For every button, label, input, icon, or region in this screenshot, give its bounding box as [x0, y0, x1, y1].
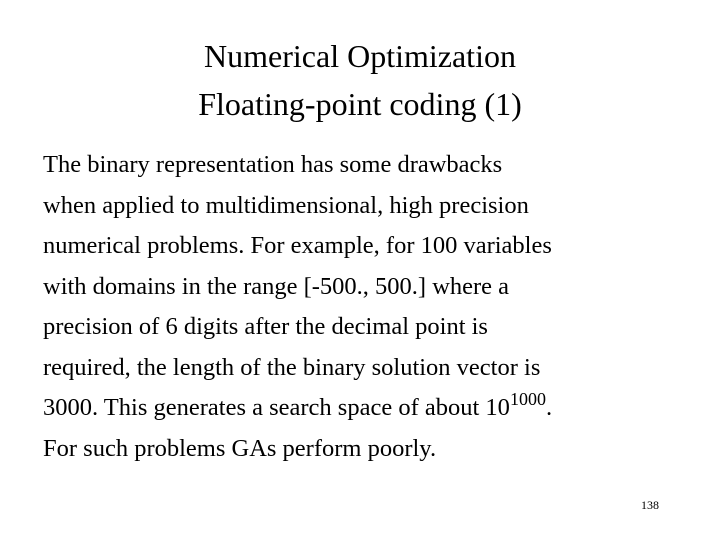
title-line-2: Floating-point coding (1)	[198, 86, 522, 122]
body-line: when applied to multidimensional, high precision	[43, 191, 529, 219]
sentence-period: .	[545, 394, 553, 421]
body-line: For such problems GAs perform poorly.	[43, 434, 437, 462]
body-line-with-exponent	[43, 388, 703, 429]
body-line: precision of 6 digits after the decimal point is	[43, 313, 488, 340]
title-line-1: Numerical Optimization	[204, 38, 516, 74]
slide-title	[0, 32, 720, 128]
body-line: The binary representation has some drawbacks	[43, 151, 503, 178]
body-line: numerical problems. For example, for 100 variables	[43, 232, 552, 259]
search-space-text: 3000. This generates a search space of about 10	[43, 394, 510, 421]
body-paragraph	[43, 145, 703, 469]
exponent: 1000	[509, 389, 546, 409]
page-number: 138	[641, 498, 659, 512]
body-line: required, the length of the binary solution vector is	[43, 353, 541, 381]
body-line: with domains in the range [-500., 500.] where a	[43, 272, 510, 300]
